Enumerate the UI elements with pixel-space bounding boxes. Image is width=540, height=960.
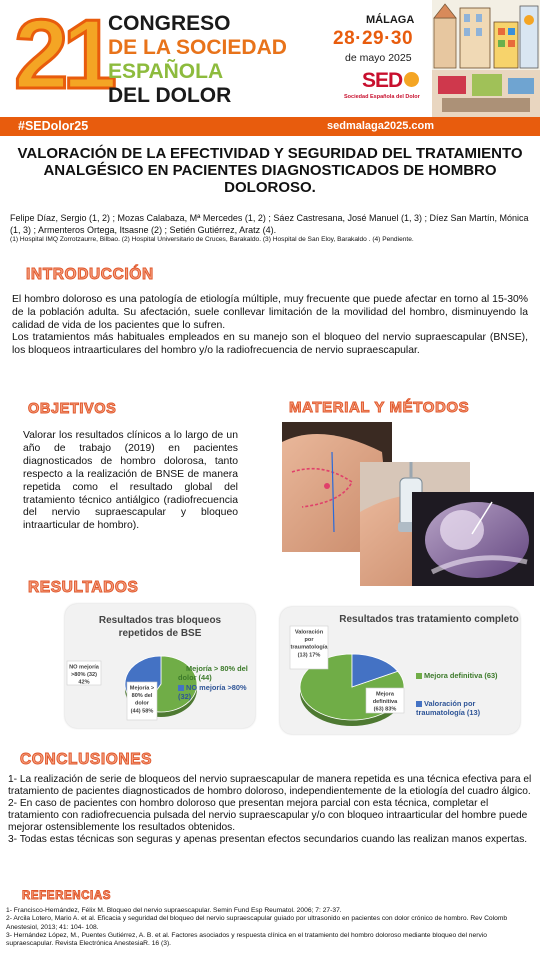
legend-swatch: [178, 666, 184, 672]
svg-text:(44) 58%: (44) 58%: [130, 708, 154, 715]
svg-text:>80% (32): >80% (32): [71, 672, 97, 679]
sed-logo-dot-icon: [404, 72, 419, 87]
reference-1: 1- Francisco-Hernández, Félix M. Bloqueo del nervio supraescapular. Semin Fund Esp Reumatol. 2006; 7: 27-37.: [6, 907, 342, 914]
congress-name: [108, 12, 287, 108]
svg-text:Mejoría >: Mejoría >: [129, 685, 155, 692]
pie-data-label-1: [127, 682, 157, 720]
intro-paragraph-1: El hombro doloroso es una patología de etiología múltiple, muy frecuente que puede afectar en torno al 15-30% de la población adulta. Su afectación, suele conllevar limitación de la movilidad del hombro, disminuyendo la calidad de vida de los pacientes que lo sufren.: [12, 294, 528, 331]
conclusion-2: 2- En caso de pacientes con hombro doloroso que presentan mejora parcial con esta técnica, completar el tratamiento con radiofrecuencia pulsada del nervio supraescapular y/o con bloqueo intraarticular del hombre puede mejorar ostensiblemente los resultados obtenidos.: [8, 798, 528, 834]
legend-swatch: [178, 685, 184, 691]
congress-month: de mayo 2025: [345, 52, 412, 64]
svg-text:dolor: dolor: [135, 700, 149, 707]
svg-text:por: por: [304, 637, 314, 644]
authors-list: Felipe Díaz, Sergio (1, 2) ; Mozas Calabaza, Mª Mercedes (1, 2) ; Sáez Castresana, José Manuel (1, 3) ; Díez San Martín, Mónica (1, 3) ; Armenteros Ortega, Itsasne (2) ; Setién Gutiérrez, Aratz (4).: [10, 213, 529, 235]
legend-swatch: [416, 701, 422, 707]
chart-1-legend-item-2: [178, 683, 252, 701]
hashtag-text: #SEDolor25: [18, 119, 89, 133]
sed-full-name: Sociedad Española del Dolor: [344, 94, 420, 100]
objectives-text: Valorar los resultados clínicos a lo largo de un año de trabajo (2019) en pacientes diagnosticados de hombro dolorosa, tanto respecto a la realización de BNSE de manera repetida como el resultado global del tratamiento técnico antiálgico (radiofrecuencia del nervio supraescapular y bloqueo intraarticular de hombro).: [23, 430, 238, 532]
conclusion-1: 1- La realización de serie de bloqueos del nervio supraescapular de manera repetida es una técnica efectiva para el tratamiento de pacientes diagnosticados de hombro doloroso, independientemente de la etiología del cuadro álgico.: [8, 774, 532, 798]
congress-header: [0, 0, 540, 117]
svg-text:traumatología: traumatología: [290, 644, 328, 651]
methods-photo-collage: [282, 422, 534, 586]
svg-text:Valoración: Valoración: [294, 629, 324, 636]
methods-heading: MATERIAL Y MÉTODOS: [289, 399, 470, 416]
congress-line-2: DE LA SOCIEDAD: [108, 36, 287, 59]
chart-complete-treatment: [280, 607, 520, 734]
chart-2-legend-item-2: [416, 699, 518, 717]
pie-data-label-1: [366, 688, 404, 713]
chart-2-legend-label-2: Valoración por traumatología (13): [416, 699, 481, 717]
chart-2-legend-item-1: [416, 671, 518, 680]
pie-data-label-2: [67, 661, 101, 686]
svg-text:42%: 42%: [78, 679, 90, 686]
reference-2: 2- Arcila Lotero, Mario A. et al. Eficacia y seguridad del bloqueo del nervio supraescapular guiado por ultrasonido en pacientes con dolor crónico de hombro. Rev Colomb Anestesiol, 2013; 41: 104- 108.: [6, 915, 508, 931]
chart-1-legend-label-2: NO mejoría >80% (32): [178, 683, 247, 701]
results-heading: RESULTADOS: [28, 579, 139, 596]
chart-1-legend-item-1: [178, 664, 252, 682]
chart-2-legend-label-1: Mejora definitiva (63): [424, 671, 498, 680]
affiliations: (1) Hospital IMQ Zorrotzaurre, Bilbao. (2) Hospital Universitario de Cruces, Barakaldo. (3) Hospital de San Eloy, Barakaldo . (4) Pendiente.: [10, 236, 414, 243]
intro-heading: INTRODUCCIÓN: [26, 266, 154, 283]
congress-number: 21: [14, 0, 112, 109]
sed-logo-text: SED: [362, 69, 403, 92]
poster-title: VALORACIÓN DE LA EFECTIVIDAD Y SEGURIDAD DEL TRATAMIENTO ANALGÉSICO EN PACIENTES DIAGNOSTICADOS DE HOMBRO DOLOROSO.: [17, 145, 523, 196]
chart-bse-blocks: [65, 604, 255, 728]
conclusions-heading: CONCLUSIONES: [20, 751, 153, 768]
legend-swatch: [416, 673, 422, 679]
header-banner: [0, 117, 540, 136]
malaga-illustration: [432, 0, 540, 117]
congress-dates: 28·29·30: [333, 28, 414, 49]
intro-paragraph-2: Los tratamientos más habituales empleados en su manejo son el bloqueo del nervio supraescapular (BNSE), los bloqueos intraarticulares del hombro y/o la radiofrecuencia de nervio supraescapular.: [12, 332, 528, 357]
chart-2-title: Resultados tras tratamiento completo: [339, 614, 519, 625]
svg-text:NO mejoría: NO mejoría: [69, 664, 99, 671]
svg-text:(13) 17%: (13) 17%: [297, 652, 321, 659]
intro-text: [12, 294, 528, 358]
svg-text:definitiva: definitiva: [372, 699, 398, 706]
website-link[interactable]: sedmalaga2025.com: [326, 120, 434, 132]
svg-text:80% del: 80% del: [131, 693, 153, 700]
objectives-heading: OBJETIVOS: [28, 401, 117, 417]
svg-text:(63) 83%: (63) 83%: [373, 706, 397, 713]
references-heading: REFERENCIAS: [22, 890, 112, 902]
congress-city: MÁLAGA: [366, 14, 415, 26]
fluoroscopy-photo: [412, 492, 534, 586]
chart-1-title: Resultados tras bloqueos repetidos de BSE: [98, 615, 222, 639]
references-list: [6, 907, 534, 948]
chart-1-legend-label-1: Mejoría > 80% del dolor (44): [178, 664, 248, 682]
congress-line-4: DEL DOLOR: [108, 84, 232, 107]
congress-line-1: CONGRESO: [108, 12, 231, 35]
sed-logo: [362, 69, 419, 93]
conclusions-text: [8, 774, 532, 847]
conclusion-3: 3- Todas estas técnicas son seguras y apenas presentan efectos secundarios cuando las realizan manos expertas.: [8, 834, 528, 846]
svg-text:Mejora: Mejora: [375, 691, 395, 698]
pie-data-label-2: [290, 626, 328, 669]
congress-line-3: ESPAÑOLA: [108, 60, 224, 83]
reference-3: 3- Hernández López, M., Puentes Gutiérrez, A. B. et al. Factores asociados y respuesta clínica en el tratamiento del hombro doloroso mediante bloqueo del nervio supraescapular. Revista Electrónica AnestesiaR. 16 (3).: [6, 931, 488, 948]
